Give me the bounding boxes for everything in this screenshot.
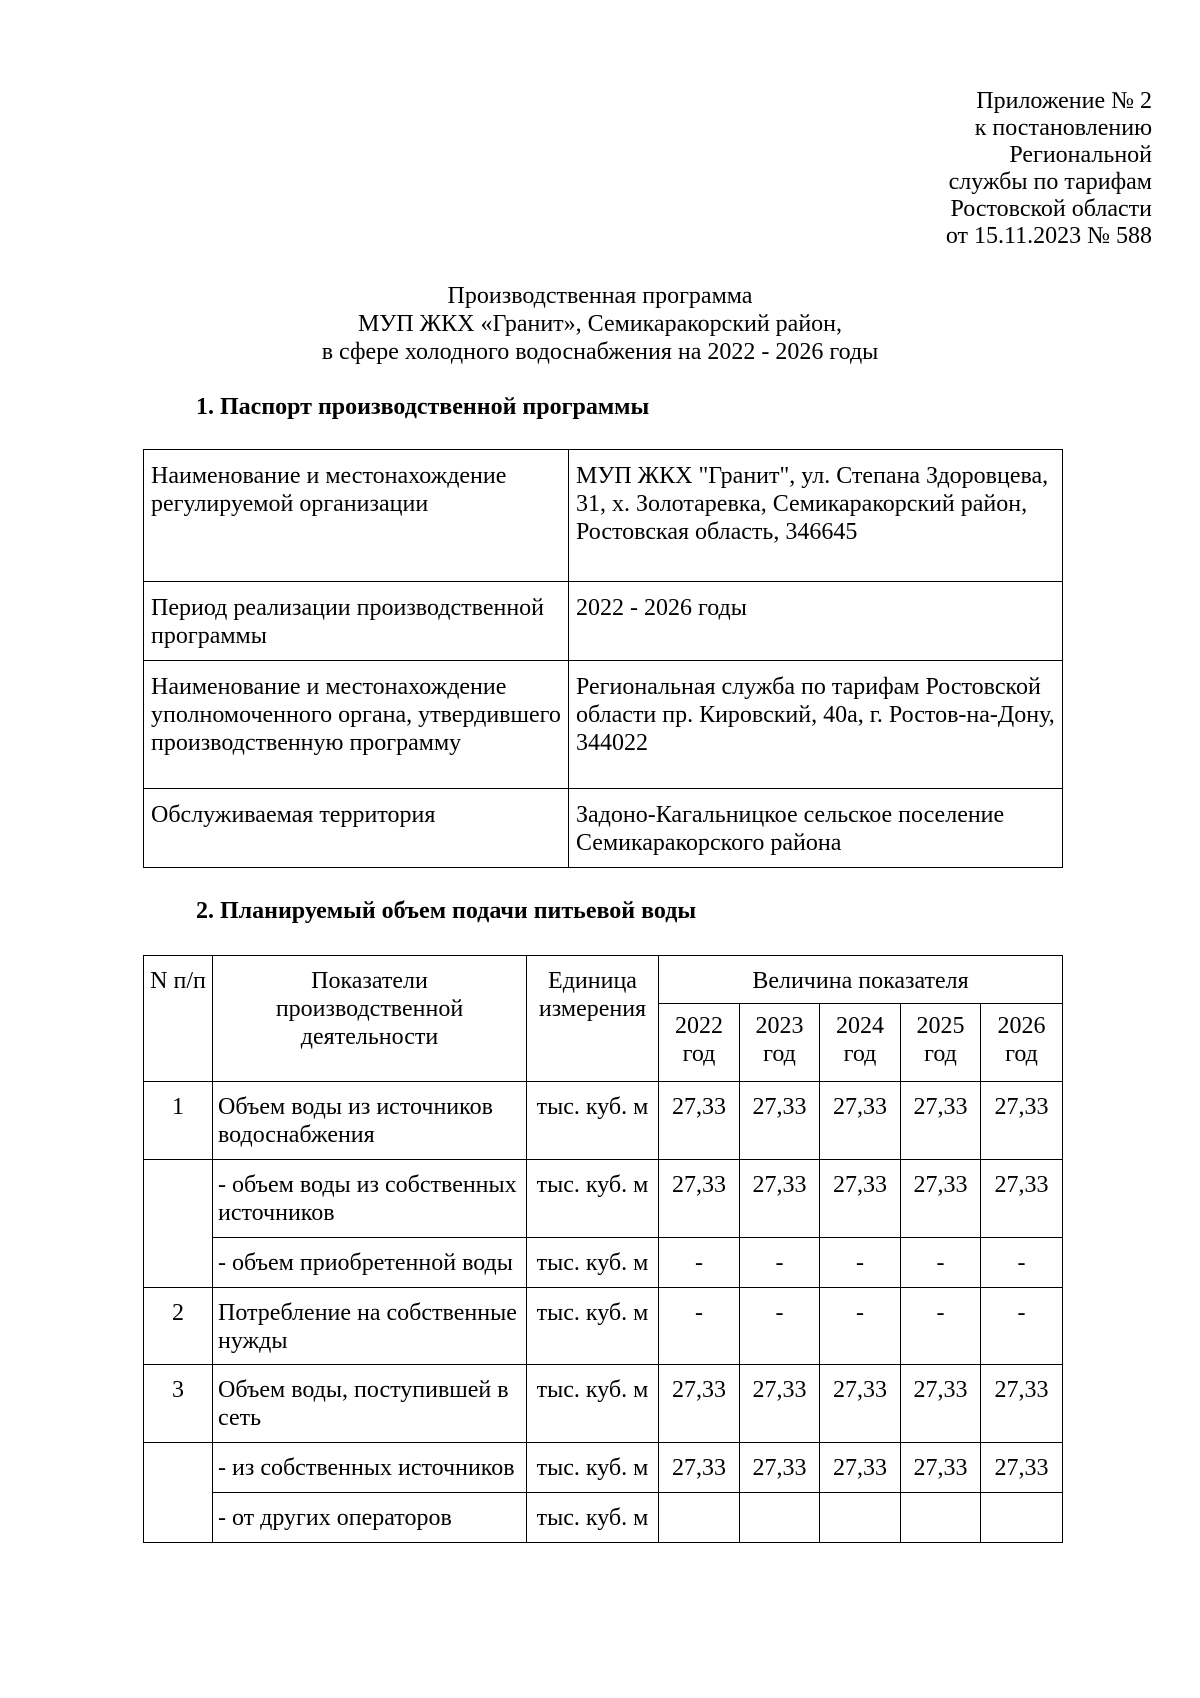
passport-value: Задоно-Кагальницкое сельское поселение Семикаракорского района (569, 789, 1063, 868)
row-value: - (901, 1238, 981, 1288)
row-value: 27,33 (981, 1443, 1063, 1493)
row-value: 27,33 (820, 1365, 901, 1443)
header-year: 2023 год (740, 1004, 820, 1082)
table-row (144, 1288, 1063, 1365)
row-value: 27,33 (740, 1160, 820, 1238)
table-row (144, 1082, 1063, 1160)
row-num: 1 (144, 1082, 213, 1160)
table-row (144, 661, 1063, 789)
row-unit: тыс. куб. м (527, 1288, 659, 1365)
header-year: 2024 год (820, 1004, 901, 1082)
header-year: 2025 год (901, 1004, 981, 1082)
header-year: 2022 год (659, 1004, 740, 1082)
row-num (144, 1160, 213, 1288)
row-value (981, 1493, 1063, 1543)
row-value: - (740, 1288, 820, 1365)
document-title (0, 282, 1200, 366)
row-value: 27,33 (659, 1443, 740, 1493)
row-value (901, 1493, 981, 1543)
row-value: 27,33 (820, 1082, 901, 1160)
row-value: 27,33 (820, 1443, 901, 1493)
row-value: - (659, 1238, 740, 1288)
passport-value: 2022 - 2026 годы (569, 582, 1063, 661)
table-row (144, 1160, 1063, 1238)
row-indicator: Объем воды, поступившей в сеть (213, 1365, 527, 1443)
row-value: - (901, 1288, 981, 1365)
row-value: 27,33 (659, 1365, 740, 1443)
table-row (144, 1365, 1063, 1443)
row-value: - (740, 1238, 820, 1288)
row-value: 27,33 (659, 1160, 740, 1238)
row-num: 2 (144, 1288, 213, 1365)
row-value: 27,33 (901, 1365, 981, 1443)
section2-heading: 2. Планируемый объем подачи питьевой воды (196, 898, 697, 924)
appendix-line: Ростовской области (950, 196, 1152, 222)
table-row (144, 1493, 1063, 1543)
header-year: 2026 год (981, 1004, 1063, 1082)
row-unit: тыс. куб. м (527, 1365, 659, 1443)
row-value: 27,33 (820, 1160, 901, 1238)
appendix-line: службы по тарифам (948, 169, 1152, 195)
passport-value: МУП ЖКХ "Гранит", ул. Степана Здоровцева, 31, х. Золотаревка, Семикаракорский район, Ростовская область, 346645 (569, 450, 1063, 582)
row-value: 27,33 (981, 1082, 1063, 1160)
row-value: - (981, 1238, 1063, 1288)
table-row (144, 1238, 1063, 1288)
row-value (820, 1493, 901, 1543)
passport-value: Региональная служба по тарифам Ростовской области пр. Кировский, 40а, г. Ростов-на-Дону, 344022 (569, 661, 1063, 789)
row-indicator: - объем приобретенной воды (213, 1238, 527, 1288)
section1-heading: 1. Паспорт производственной программы (196, 394, 650, 420)
row-unit: тыс. куб. м (527, 1160, 659, 1238)
appendix-block (946, 88, 1152, 250)
row-value: 27,33 (659, 1082, 740, 1160)
row-indicator: - из собственных источников (213, 1443, 527, 1493)
appendix-line: к постановлению (974, 115, 1152, 141)
passport-table (143, 449, 1063, 868)
row-indicator: Объем воды из источников водоснабжения (213, 1082, 527, 1160)
header-num: N п/п (144, 956, 213, 1082)
header-value-group: Величина показателя (659, 956, 1063, 1004)
row-value: 27,33 (901, 1160, 981, 1238)
row-indicator: - от других операторов (213, 1493, 527, 1543)
row-value: 27,33 (901, 1082, 981, 1160)
row-indicator: Потребление на собственные нужды (213, 1288, 527, 1365)
row-value: - (659, 1288, 740, 1365)
row-unit: тыс. куб. м (527, 1443, 659, 1493)
appendix-line: от 15.11.2023 № 588 (945, 223, 1152, 249)
title-line: Производственная программа (447, 283, 753, 309)
water-volume-table (143, 955, 1063, 1543)
table-row (144, 1443, 1063, 1493)
header-indicator: Показатели производственной деятельности (213, 956, 527, 1082)
title-line: МУП ЖКХ «Гранит», Семикаракорский район, (357, 311, 843, 337)
table-row (144, 789, 1063, 868)
row-unit: тыс. куб. м (527, 1238, 659, 1288)
row-value (740, 1493, 820, 1543)
row-value: 27,33 (901, 1443, 981, 1493)
row-unit: тыс. куб. м (527, 1082, 659, 1160)
row-value: 27,33 (740, 1365, 820, 1443)
table-row (144, 582, 1063, 661)
row-value: - (981, 1288, 1063, 1365)
row-value: 27,33 (981, 1365, 1063, 1443)
table-row (144, 450, 1063, 582)
row-value: - (820, 1288, 901, 1365)
row-num: 3 (144, 1365, 213, 1443)
passport-label: Наименование и местонахождение уполномоченного органа, утвердившего производственную программу (144, 661, 569, 789)
passport-label: Наименование и местонахождение регулируемой организации (144, 450, 569, 582)
row-indicator: - объем воды из собственных источников (213, 1160, 527, 1238)
row-value: 27,33 (740, 1082, 820, 1160)
appendix-line: Приложение № 2 (976, 88, 1152, 114)
row-value: 27,33 (981, 1160, 1063, 1238)
row-value: - (820, 1238, 901, 1288)
row-value: 27,33 (740, 1443, 820, 1493)
table-header-row (144, 956, 1063, 1004)
passport-label: Период реализации производственной программы (144, 582, 569, 661)
passport-label: Обслуживаемая территория (144, 789, 569, 868)
header-unit: Единица измерения (527, 956, 659, 1082)
title-line: в сфере холодного водоснабжения на 2022 - 2026 годы (321, 339, 879, 365)
row-value (659, 1493, 740, 1543)
row-num (144, 1443, 213, 1543)
appendix-line: Региональной (1009, 142, 1152, 168)
row-unit: тыс. куб. м (527, 1493, 659, 1543)
